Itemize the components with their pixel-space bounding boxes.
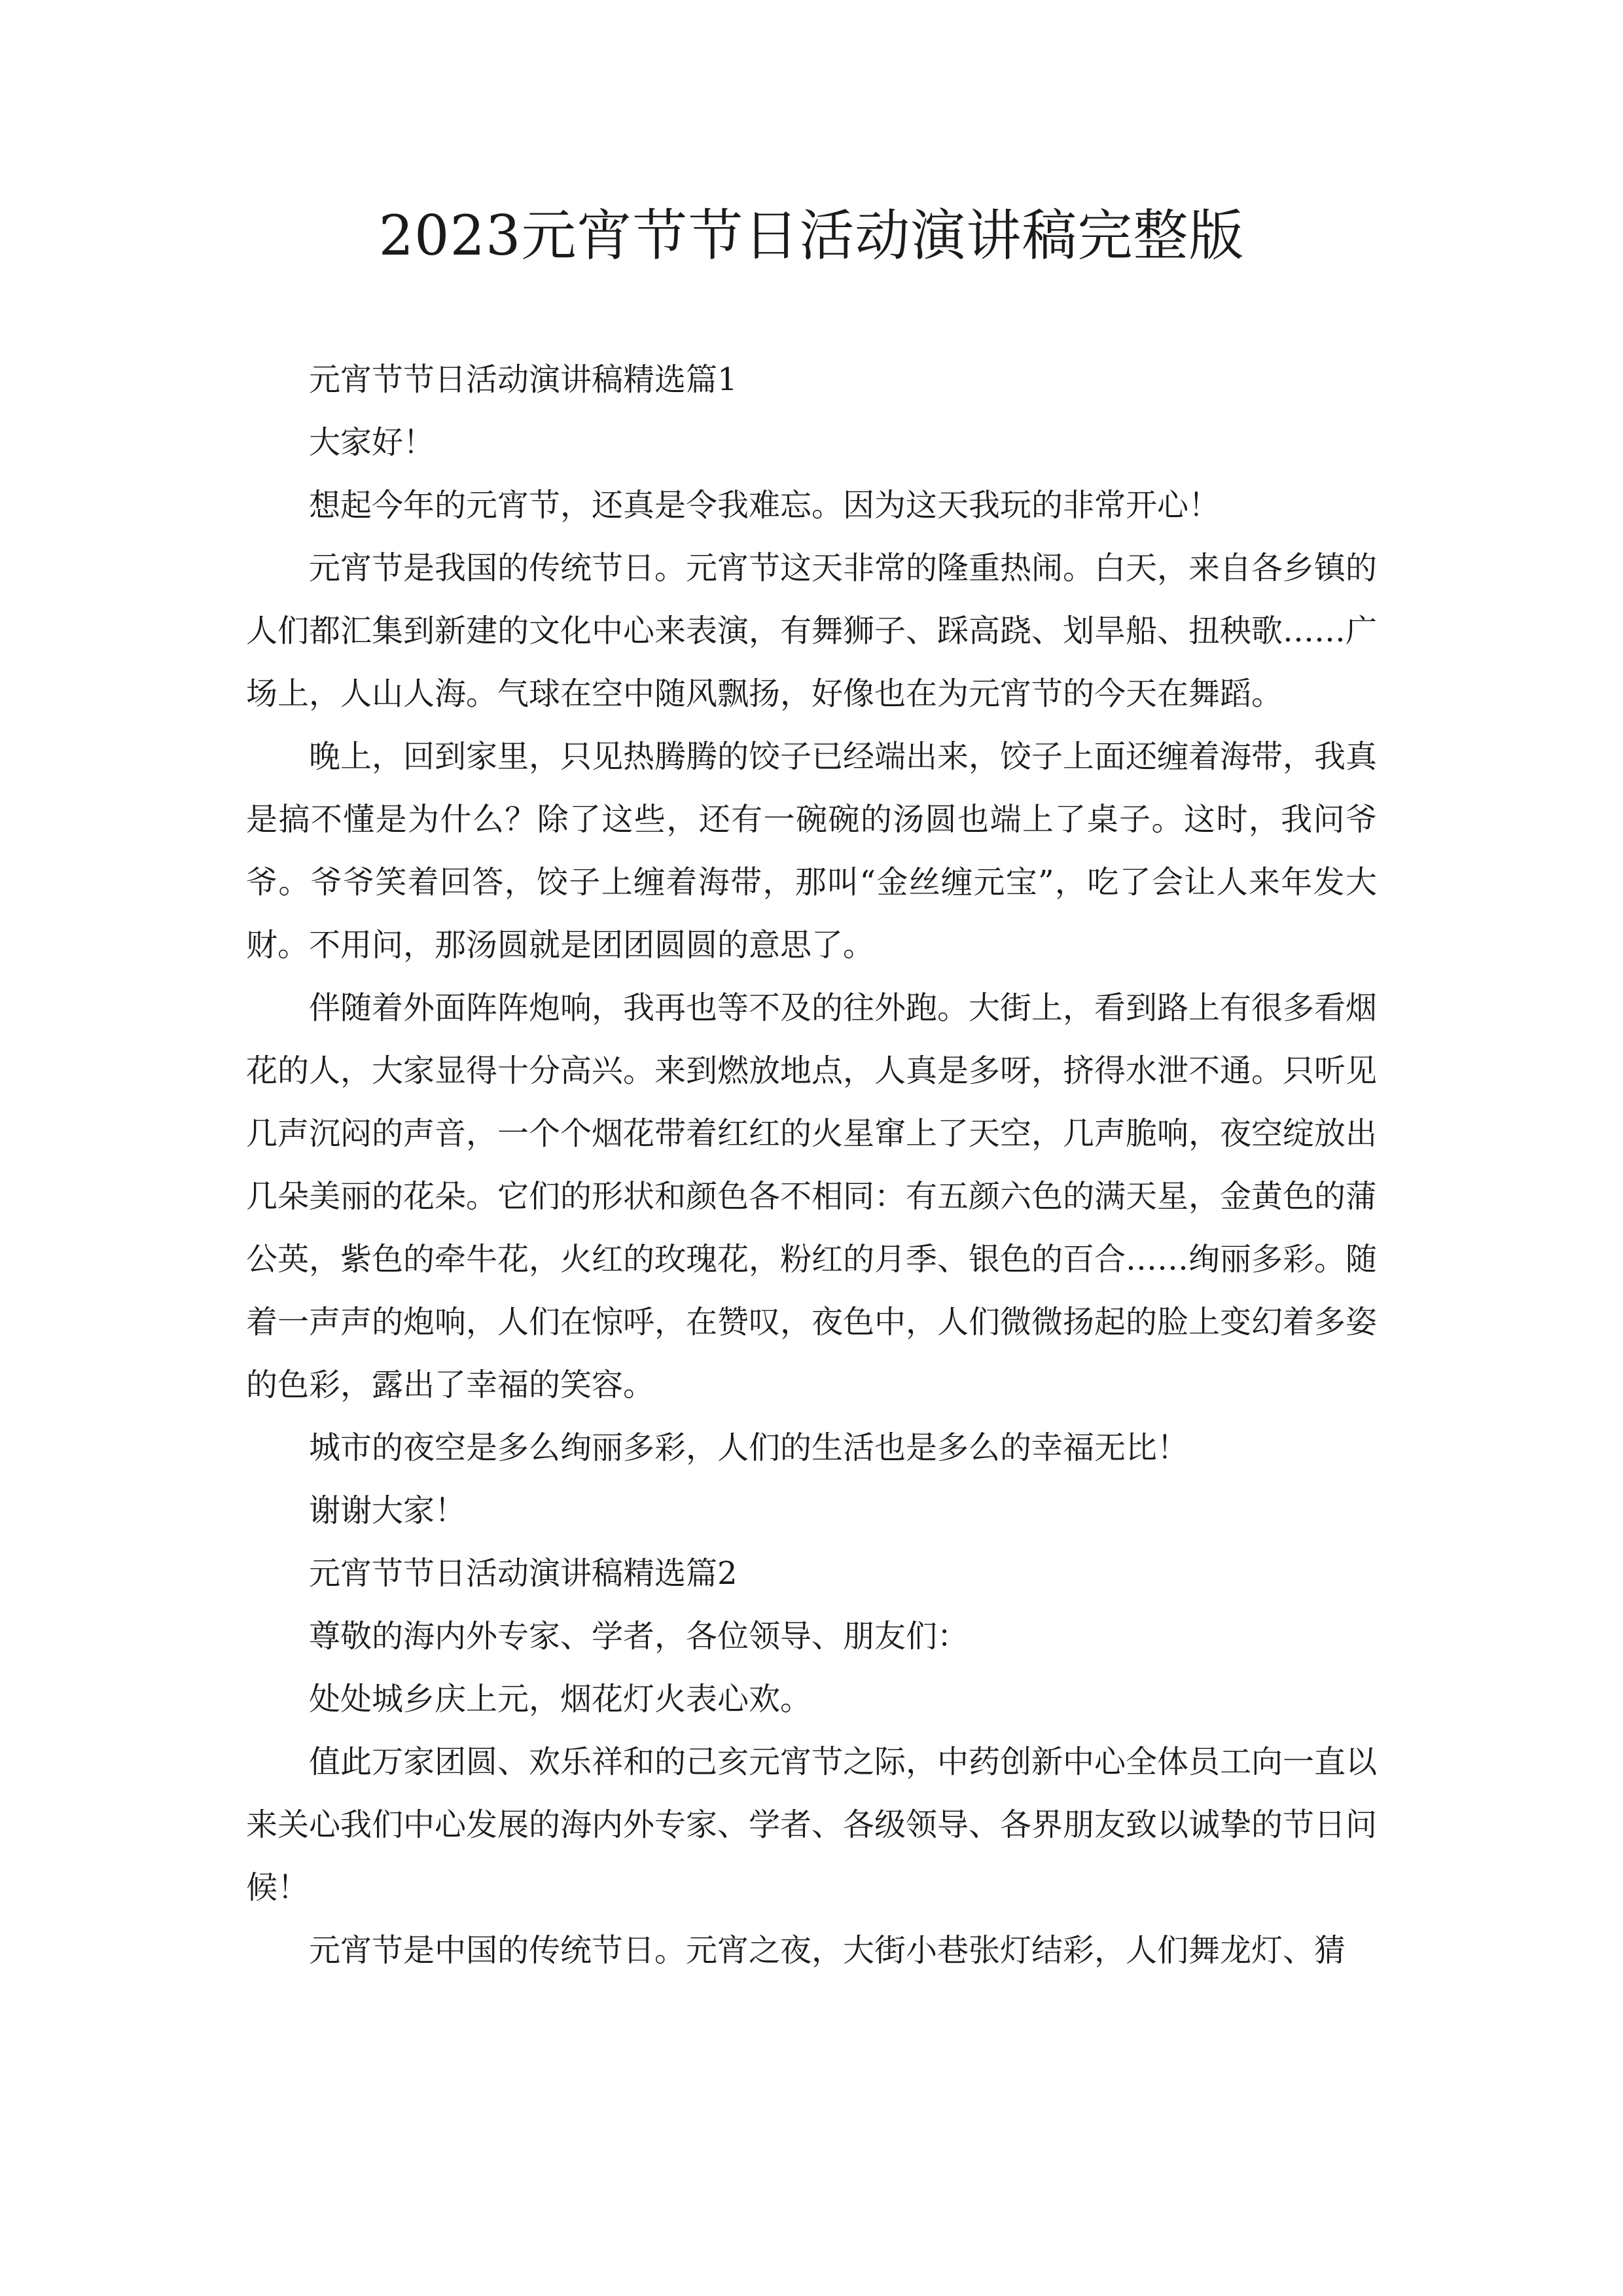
body-paragraph: 值此万家团圆、欢乐祥和的己亥元宵节之际，中药创新中心全体员工向一直以来关心我们中心发展的海内外专家、学者、各级领导、各界朋友致以诚挚的节日问候！: [246, 1744, 1378, 1906]
greeting-paragraph: 大家好！: [309, 424, 435, 461]
body-paragraph: 元宵节是我国的传统节日。元宵节这天非常的隆重热闹。白天，来自各乡镇的人们都汇集到新建的文化中心来表演，有舞狮子、踩高跷、划旱船、扭秧歌……广场上，人山人海。气球在空中随风飘扬，好像也在为元宵节的今天在舞蹈。: [246, 550, 1378, 712]
section-heading-2: 元宵节节日活动演讲稿精选篇2: [309, 1555, 738, 1592]
body-paragraph: 元宵节是中国的传统节日。元宵之夜，大街小巷张灯结彩，人们舞龙灯、猜: [309, 1932, 1346, 1969]
body-paragraph: 处处城乡庆上元，烟花灯火表心欢。: [309, 1681, 812, 1717]
document-title: 2023元宵节节日活动演讲稿完整版: [378, 204, 1245, 268]
salutation-paragraph: 尊敬的海内外专家、学者，各位领导、朋友们：: [309, 1618, 969, 1655]
section-heading-1: 元宵节节日活动演讲稿精选篇1: [309, 361, 738, 398]
body-paragraph: 城市的夜空是多么绚丽多彩，人们的生活也是多么的幸福无比！: [309, 1429, 1189, 1466]
document-body: [246, 348, 1377, 1982]
body-paragraph: 晚上，回到家里，只见热腾腾的饺子已经端出来，饺子上面还缠着海带，我真是搞不懂是为什么？除了这些，还有一碗碗的汤圆也端上了桌子。这时，我问爷爷。爷爷笑着回答，饺子上缠着海带，那叫“金丝缠元宝”，吃了会让人来年发大财。不用问，那汤圆就是团团圆圆的意思了。: [246, 738, 1378, 963]
body-paragraph: 伴随着外面阵阵炮响，我再也等不及的往外跑。大街上，看到路上有很多看烟花的人，大家显得十分高兴。来到燃放地点，人真是多呀，挤得水泄不通。只听见几声沉闷的声音，一个个烟花带着红红的火星窜上了天空，几声脆响，夜空绽放出几朵美丽的花朵。它们的形状和颜色各不相同：有五颜六色的满天星，金黄色的蒲公英，紫色的牵牛花，火红的玫瑰花，粉红的月季、银色的百合……绚丽多彩。随着一声声的炮响，人们在惊呼，在赞叹，夜色中，人们微微扬起的脸上变幻着多姿的色彩，露出了幸福的笑容。: [246, 990, 1378, 1403]
body-paragraph: 想起今年的元宵节，还真是令我难忘。因为这天我玩的非常开心！: [309, 487, 1221, 524]
closing-paragraph: 谢谢大家！: [309, 1492, 467, 1529]
